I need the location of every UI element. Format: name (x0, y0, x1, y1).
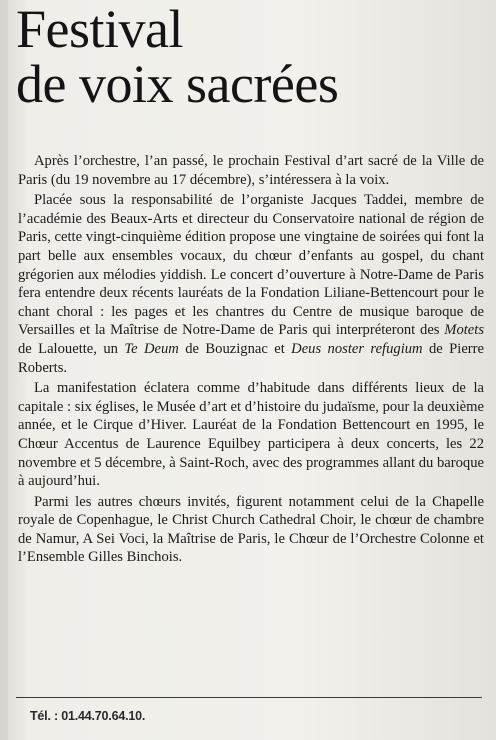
paragraph-2-text-a: Placée sous la responsabilité de l’organiste Jacques Taddei, membre de l’académie des Beaux-Arts et directeur du Conservatoire national de région de Paris, cette vingt-cinquième édition propose une vingtaine de soirées qui font la part belle aux ensembles vocaux, du chœur d’enfants au gospel, du chant grégorien aux mélodies yiddish. Le concert d’ouverture à Notre-Dame de Paris fera entendre deux récents lauréats de la Fondation Liliane-Bettencourt pour le chant choral : les pages et les chantres du Centre de musique baroque de Versailles et la Maîtrise de Notre-Dame de Paris qui interpréteront des (18, 192, 484, 339)
motets-title: Motets (444, 322, 485, 339)
article-headline (16, 2, 338, 112)
headline-line-1: Festival (16, 0, 183, 59)
paragraph-2-text-b: de Lalouette, un (18, 340, 118, 357)
paragraph-4: Parmi les autres chœurs invités, figurent notamment celui de la Chapelle royale de Copenhague, le Christ Church Cathedral Choir, le chœur de chambre de Namur, A Sei Voci, la Maîtrise de Paris, le Chœur de l’Orchestre Colonne et l’Ensemble Gilles Binchois. (18, 493, 484, 566)
paragraph-2-text-c: de Bouzignac et (178, 340, 285, 357)
footer-rule (16, 697, 482, 698)
article-body (18, 152, 484, 567)
headline-line-2: de voix sacrées (16, 54, 339, 114)
paragraph-2 (18, 191, 484, 377)
page-edge-shadow (0, 0, 8, 740)
te-deum-title: Te Deum (124, 340, 179, 357)
paragraph-3: La manifestation éclatera comme d’habitude dans différents lieux de la capitale : six églises, le Musée d’art et d’histoire du judaïsme, pour la deuxième année, et le Cirque d’Hiver. Lauréat de la Fondation Bettencourt en 1995, le Chœur Accentus de Laurence Equilbey participera à deux concerts, les 22 novembre et 5 décembre, à Saint-Roch, avec des programmes allant du baroque à aujourd’hui. (18, 380, 484, 490)
contact-phone: Tél. : 01.44.70.64.10. (30, 709, 146, 723)
paragraph-1: Après l’orchestre, l’an passé, le prochain Festival d’art sacré de la Ville de Paris (du 19 novembre au 17 décembre), s’intéressera à la voix. (18, 153, 484, 188)
deus-noster-title: Deus noster refugium (291, 340, 423, 357)
paragraph-2-text-d: de Pierre Roberts. (18, 340, 485, 376)
